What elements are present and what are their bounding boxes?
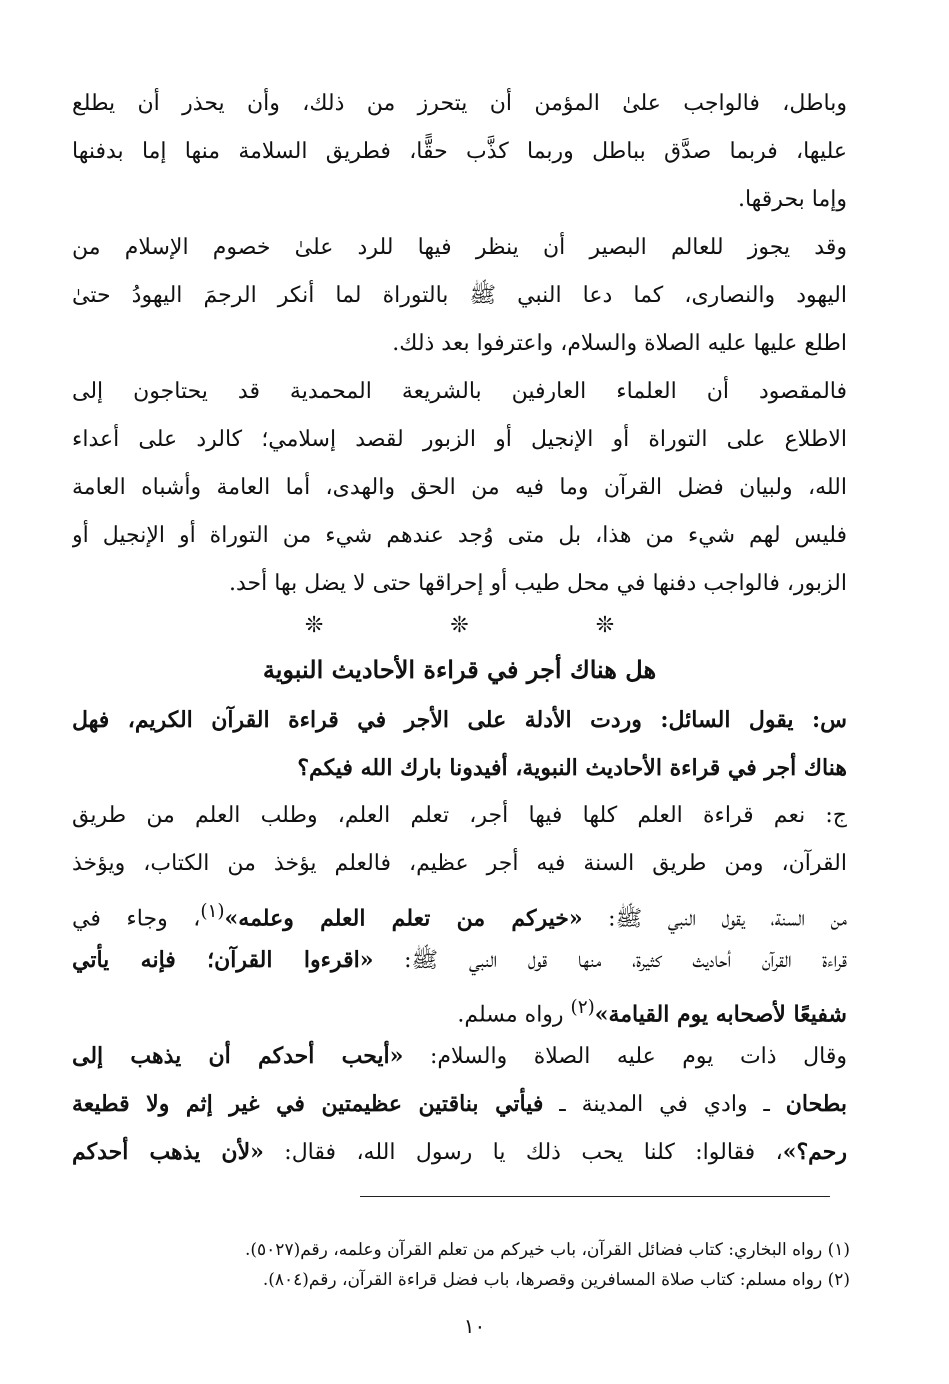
hadith-quote: رحم؟» bbox=[782, 1139, 847, 1165]
hadith-quote: «أيحب أحدكم أن يذهب إلى bbox=[72, 1043, 404, 1069]
hadith-quote: «خيركم من تعلم العلم وعلمه» bbox=[224, 905, 583, 932]
question-line: س: يقول السائل: وردت الأدلة على الأجر في قراءة القرآن الكريم، فهل bbox=[72, 707, 847, 733]
hadith-quote: شفيعًا لأصحابه يوم القيامة» bbox=[594, 1001, 847, 1028]
text-line: الله، ولبيان فضل القرآن وما فيه من الحق والهدى، أما العامة وأشباه العامة bbox=[72, 475, 847, 500]
section-heading: هل هناك أجر في قراءة الأحاديث النبوية bbox=[262, 655, 657, 684]
text-line: وإما بحرقها. bbox=[737, 187, 847, 212]
hadith-quote: «اقرءوا القرآن؛ فإنه يأتي bbox=[72, 947, 374, 973]
footnote-ref: (٢) bbox=[570, 997, 595, 1018]
hadith-quote: بطحان bbox=[785, 1091, 847, 1117]
text-span: ، فقالوا: كلنا يحب ذلك يا رسول الله، فقال: bbox=[263, 1140, 783, 1165]
text-line: وقد يجوز للعالم البصير أن ينظر فيها للرد علىٰ خصوم الإسلام من bbox=[72, 235, 847, 260]
hadith-quote: فيأتي بناقتين عظيمتين في غير إثم ولا قطيعة bbox=[72, 1091, 544, 1117]
answer-line bbox=[72, 984, 847, 1032]
answer-text: ، وجاء في bbox=[72, 906, 201, 932]
text-line bbox=[72, 1080, 847, 1128]
text-line bbox=[72, 1128, 847, 1176]
footnote: (٢) رواه مسلم: كتاب صلاة المسافرين وقصرها، باب فضل قراءة القرآن، رقم(٨٠٤). bbox=[262, 1270, 850, 1290]
text-line: عليها، فربما صدَّق بباطل وربما كذَّب حقًّا، فطريق السلامة منها إما بدفنها bbox=[72, 139, 847, 164]
page-body bbox=[72, 80, 847, 1176]
hadith-quote: «لأن يذهب أحدكم bbox=[72, 1139, 264, 1165]
text-line: فالمقصود أن العلماء العارفين بالشريعة المحمدية قد يحتاجون إلى bbox=[72, 379, 847, 404]
text-span: ـ وادي في المدينة ـ bbox=[543, 1092, 786, 1117]
text-line: اليهود والنصارى، كما دعا النبي ﷺ بالتوراة لما أنكر الرجمَ اليهودُ حتىٰ bbox=[72, 283, 847, 308]
answer-line: ج: نعم قراءة العلم كلها فيها أجر، تعلم العلم، وطلب العلم من طريق bbox=[72, 803, 847, 828]
answer-text: رواه مسلم. bbox=[457, 1002, 571, 1028]
answer-line: القرآن، ومن طريق السنة فيه أجر عظيم، فالعلم يؤخذ من الكتاب، ويؤخذ bbox=[72, 851, 847, 876]
text-line: الاطلاع على التوراة أو الإنجيل أو الزبور لقصد إسلامي؛ كالرد على أعداء bbox=[72, 427, 847, 452]
text-line: اطلع عليها عليه الصلاة والسلام، واعترفوا بعد ذلك. bbox=[392, 331, 847, 356]
footnote-divider bbox=[360, 1196, 830, 1197]
answer-text: من السنة، يقول النبي ﷺ: bbox=[582, 906, 847, 932]
answer-line bbox=[72, 936, 847, 984]
footnote-ref: (١) bbox=[200, 901, 225, 922]
answer-text: قراءة القرآن أحاديث كثيرة، منها قول النبي ﷺ: bbox=[373, 948, 847, 973]
question-line: هناك أجر في قراءة الأحاديث النبوية، أفيدونا بارك الله فيكم؟ bbox=[297, 755, 847, 781]
section-separator: ❊ ❊ ❊ bbox=[304, 613, 675, 638]
text-line bbox=[72, 1032, 847, 1080]
footnote: (١) رواه البخاري: كتاب فضائل القرآن، باب خيركم من تعلم القرآن وعلمه، رقم(٥٠٢٧). bbox=[245, 1240, 850, 1260]
answer-line bbox=[72, 888, 847, 936]
text-line: وباطل، فالواجب علىٰ المؤمن أن يتحرز من ذلك، وأن يحذر أن يطلع bbox=[72, 91, 847, 116]
page-number: ١٠ bbox=[463, 1314, 486, 1338]
text-line: فليس لهم شيء من هذا، بل متى وُجد عندهم شيء من التوراة أو الإنجيل أو bbox=[72, 523, 847, 548]
text-line: الزبور، فالواجب دفنها في محل طيب أو إحراقها حتى لا يضل بها أحد. bbox=[229, 571, 847, 596]
text-span: وقال ذات يوم عليه الصلاة والسلام: bbox=[403, 1044, 847, 1069]
